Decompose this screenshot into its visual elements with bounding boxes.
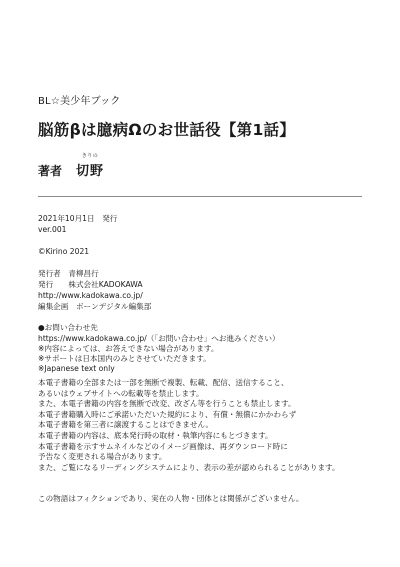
author-row: [38, 153, 105, 179]
legal-line: 予告なく変更される場合があります。: [38, 452, 167, 462]
fiction-note: この物語はフィクションであり、実在の人物・団体とは関係がございません。: [38, 494, 304, 503]
note-item: ※Japanese text only: [38, 364, 115, 373]
author-ruby: きりの: [81, 153, 99, 159]
legal-line: 本電子書籍購入時にご承諾いただいた規約により、有償・無償にかかわらず: [38, 409, 297, 419]
notes-block: [38, 344, 218, 374]
legal-line: 本電子書籍の内容は、底本発行時の取材・執筆内容にもとづきます。: [38, 430, 273, 440]
publisher-person: 発行者 青柳昌行: [38, 269, 99, 278]
contact-url[interactable]: https://www.kadokawa.co.jp/（「お問い合わせ」へお進みください）: [38, 334, 280, 343]
copyright: ©Kirino 2021: [38, 247, 90, 256]
contact-block: [38, 322, 280, 344]
issue-date: 2021年10月1日 発行: [38, 214, 118, 223]
legal-line: 本電子書籍の全部または一部を無断で複製、転載、配信、送信すること、: [38, 378, 289, 387]
publisher-company: 発行 株式会社KADOKAWA: [38, 280, 143, 289]
publisher-url[interactable]: http://www.kadokawa.co.jp/: [38, 291, 143, 300]
divider-line: [38, 196, 362, 197]
fiction-disclaimer: [38, 493, 303, 504]
author-block: [76, 153, 105, 179]
version: ver.001: [38, 225, 67, 234]
editorial-planning: 編集企画 ボーンデジタル編集部: [38, 302, 152, 311]
author-label: 著者: [38, 164, 63, 178]
legal-line: また、本電子書籍の内容を無断で改変、改ざん等を行うことも禁止します。: [38, 399, 296, 409]
book-title: 脳筋βは臆病Ωのお世話役【第1話】: [38, 121, 296, 139]
contact-heading: ●お問い合わせ先: [38, 323, 98, 332]
series-label: BL☆美少年ブック: [38, 96, 121, 107]
legal-line: また、ご覧になるリーディングシステムにより、表示の差が認められることがあります。: [38, 462, 340, 472]
legal-line: 本電子書籍を示すサムネイルなどのイメージ画像は、再ダウンロード時に: [38, 441, 288, 451]
legal-line: あるいはウェブサイトへの転載等を禁止します。: [38, 388, 204, 398]
author-name: 切野: [76, 164, 105, 179]
note-item: ※サポートは日本国内のみとさせていただきます。: [38, 354, 211, 363]
copyright-block: [38, 246, 89, 257]
legal-line: 本電子書籍を第三者に譲渡することはできません。: [38, 420, 214, 430]
publisher-block: [38, 268, 151, 312]
issue-date-block: [38, 213, 117, 235]
legal-block: [38, 378, 340, 473]
note-item: ※内容によっては、お答えできない場合があります。: [38, 344, 219, 353]
